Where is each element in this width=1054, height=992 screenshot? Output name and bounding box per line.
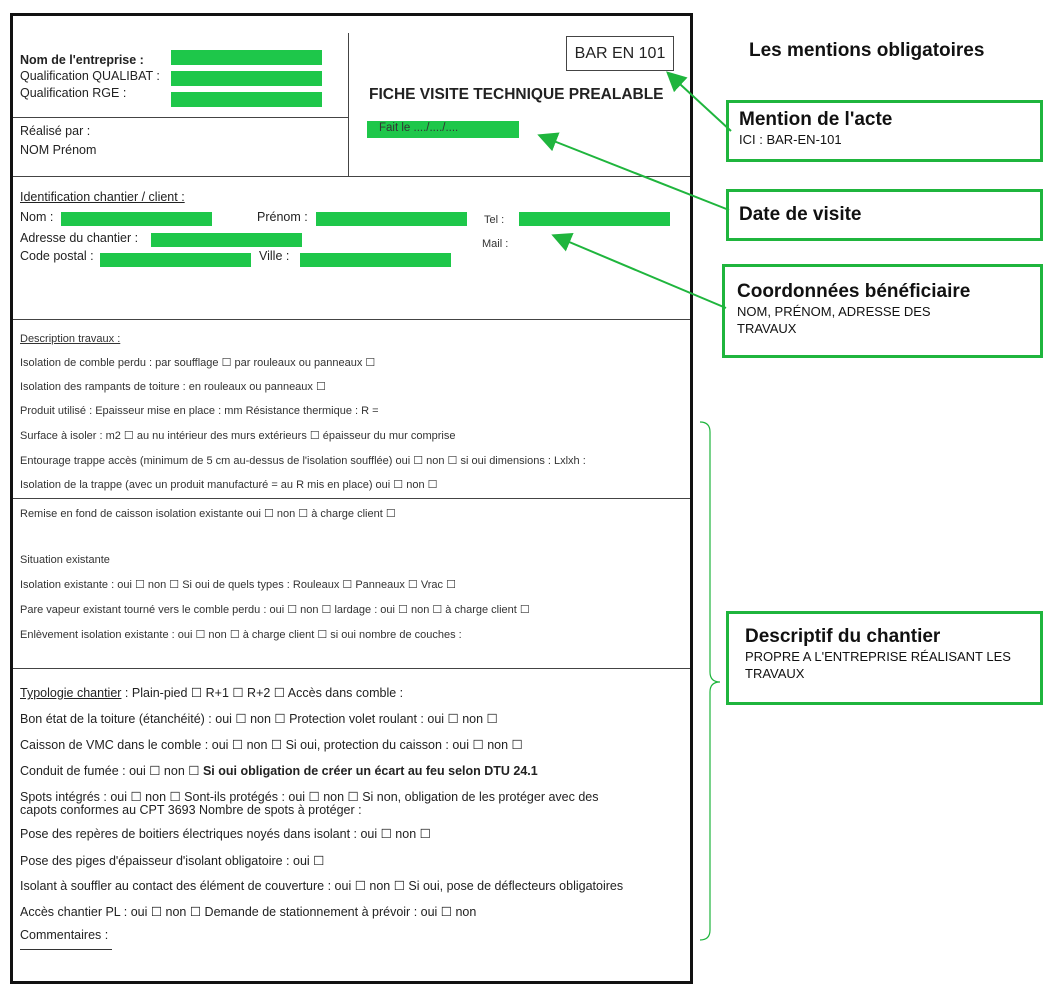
arrow-date-visite	[541, 136, 729, 210]
typologie-title: Typologie chantier	[20, 686, 122, 700]
spots-line: capots conformes au CPT 3693 Nombre de spots à protéger :	[20, 803, 362, 817]
prenom-label: Prénom :	[257, 210, 308, 224]
arrow-coordonnees	[555, 236, 726, 308]
typologie-line: Pose des piges d'épaisseur d'isolant obligatoire : oui ☐	[20, 854, 325, 868]
typologie-line: Accès chantier PL : oui ☐ non ☐ Demande de stationnement à prévoir : oui ☐ non	[20, 905, 477, 919]
existant-line: Enlèvement isolation existante : oui ☐ non ☐ à charge client ☐ si oui nombre de couches :	[20, 629, 462, 641]
company-label: Nom de l'entreprise :	[20, 53, 144, 67]
callout-title: Date de visite	[739, 204, 862, 225]
callout-title: Coordonnées bénéficiaire	[737, 281, 971, 302]
ville-label: Ville :	[259, 249, 290, 263]
typologie-line: Pose des repères de boitiers électriques noyés dans isolant : oui ☐ non ☐	[20, 827, 431, 841]
existant-line: Isolation existante : oui ☐ non ☐ Si oui de quels types : Rouleaux ☐ Panneaux ☐ Vrac ☐	[20, 579, 456, 591]
travaux-line: Entourage trappe accès (minimum de 5 cm au-dessus de l'isolation soufflée) oui ☐ non ☐ si oui dimensions : Lxlxh :	[20, 455, 586, 467]
qualibat-label: Qualification QUALIBAT :	[20, 69, 160, 83]
typologie-line: Caisson de VMC dans le comble : oui ☐ non ☐ Si oui, protection du caisson : oui ☐ non ☐	[20, 738, 523, 752]
typologie-line: Isolant à souffler au contact des élément de couverture : oui ☐ non ☐ Si oui, pose de déflecteurs obligatoires	[20, 879, 624, 893]
realise-label: Réalisé par :	[20, 124, 91, 138]
client-section-title: Identification chantier / client :	[20, 190, 185, 204]
arrow-mention-acte	[669, 74, 731, 131]
fumee-text: Conduit de fumée : oui ☐ non ☐	[20, 764, 203, 778]
commentaires-label: Commentaires :	[20, 928, 109, 942]
typologie-line: Bon état de la toiture (étanchéité) : oui ☐ non ☐ Protection volet roulant : oui ☐ non ☐	[20, 712, 498, 726]
spots-line: Spots intégrés : oui ☐ non ☐ Sont-ils protégés : oui ☐ non ☐ Si non, obligation de les protéger avec des	[20, 790, 599, 804]
travaux-line: Isolation des rampants de toiture : en rouleaux ou panneaux ☐	[20, 381, 326, 393]
callout-sub: ICI : BAR-EN-101	[739, 132, 842, 147]
fumee-warning: Si oui obligation de créer un écart au feu selon DTU 24.1	[202, 764, 538, 778]
existant-title: Situation existante	[20, 554, 110, 566]
travaux-title: Description travaux :	[20, 333, 121, 345]
callout-sub: PROPRE A L'ENTREPRISE RÉALISANT LES TRAVAUX	[745, 649, 1011, 681]
rge-label: Qualification RGE :	[20, 86, 127, 100]
tel-label: Tel :	[484, 214, 505, 226]
callout-title: Descriptif du chantier	[745, 626, 941, 647]
adresse-label: Adresse du chantier :	[20, 231, 139, 245]
annotations-heading: Les mentions obligatoires	[749, 40, 985, 61]
travaux-line: Produit utilisé : Epaisseur mise en place : mm Résistance thermique : R =	[20, 405, 379, 417]
existant-line: Pare vapeur existant tourné vers le comble perdu : oui ☐ non ☐ lardage : oui ☐ non ☐ à charge client ☐	[20, 604, 530, 616]
nom-prenom-label: NOM Prénom	[20, 143, 97, 157]
cp-label: Code postal :	[20, 249, 94, 263]
bar-code: BAR EN 101	[574, 44, 666, 62]
mail-label: Mail :	[482, 238, 509, 250]
travaux-line: Surface à isoler : m2 ☐ au nu intérieur des murs extérieurs ☐ épaisseur du mur comprise	[20, 430, 456, 442]
remise-line: Remise en fond de caisson isolation existante oui ☐ non ☐ à charge client ☐	[20, 508, 396, 520]
travaux-line: Isolation de la trappe (avec un produit manufacturé = au R mis en place) oui ☐ non ☐	[20, 479, 438, 491]
callout-title: Mention de l'acte	[739, 109, 893, 130]
fait-le-text: Fait le ..../..../....	[379, 122, 459, 134]
callout-sub: NOM, PRÉNOM, ADRESSE DES TRAVAUX	[737, 304, 931, 336]
bracket-descriptif	[700, 422, 720, 940]
typologie-options: : Plain-pied ☐ R+1 ☐ R+2 ☐ Accès dans comble :	[121, 686, 404, 700]
nom-label: Nom :	[20, 210, 54, 224]
travaux-line: Isolation de comble perdu : par soufflage ☐ par rouleaux ou panneaux ☐	[20, 357, 376, 369]
form-title: FICHE VISITE TECHNIQUE PREALABLE	[369, 86, 664, 103]
